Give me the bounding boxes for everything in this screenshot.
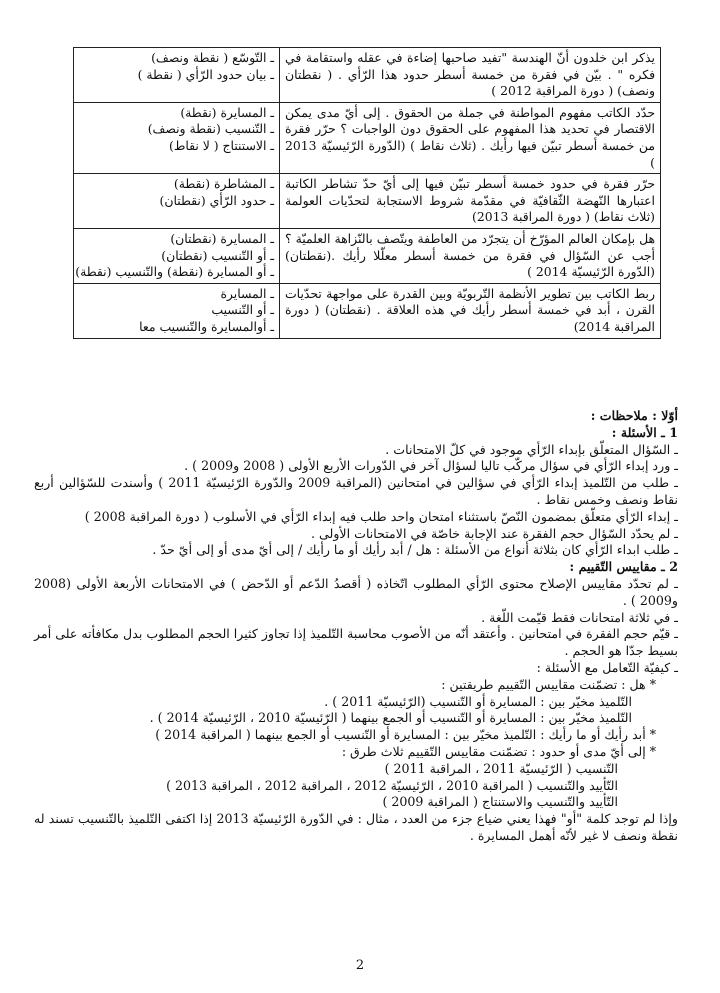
page-number: 2 <box>355 958 365 973</box>
question-cell: هل بإمكان العالم المؤرّخ أن يتجرّد من العاطفة ويتّصف بالنّزاهة العلميّة ؟ أجب عن السّؤال في فقرة من خمسة أسطر معلّلا رأيك .(نقطتان) (الدّورة الرّئيسيّة 2014 ) <box>280 228 661 283</box>
table-row <box>74 48 661 103</box>
notes-heading: أوّلا : ملاحظات : <box>590 408 678 423</box>
questions-table <box>73 47 661 339</box>
question-cell: حرّر فقرة في حدود خمسة أسطر تبيّن فيها إلى أيّ حدّ تشاطر الكاتبة اعتبارها النّهضة الثّقافيّة في مقدّمة شروط الاستجابة لتحدّيات العولمة (ثلاث نقاط) ( دورة المراقبة 2013) <box>280 174 661 229</box>
final-note: وإذا لم توجد كلمة "أو" فهذا يعني ضياع جزء من العدد ، مثال : في الدّورة الرّئيسيّة 2013 إذا اكتفى التّلميذ بالتّنسيب تسند له نقطة ونصف لا غير لأنّه أهمل المسايرة . <box>34 811 678 843</box>
criterion: ـ المسايرة (نقطة) <box>180 104 274 120</box>
criterion: ـ التّنسيب (نقطة ونصف) <box>147 121 274 137</box>
table-row <box>74 228 661 283</box>
note-line: ـ طلب ابداء الرّأي كان بثلاثة أنواع من الأسئلة : هل / أبد رأيك أو ما رأيك / إلى أيّ مدى أو إلى أيّ حدّ . <box>152 542 678 558</box>
method-abd: * أبد رأيك أو ما رأيك : التّلميذ مخيّر بين : المسايرة أو التّنسيب أو الجمع بينهما ( المراقبة 2014 ) <box>155 727 656 743</box>
note-line: ـ لم يحدّد السّؤال حجم الفقرة عند الإجابة خاصّة في الامتحانات الأولى . <box>310 525 678 541</box>
criterion: ـ أو المسايرة (نقطة) والتّنسيب (نقطة) <box>75 264 274 280</box>
method-hal: * هل : تضمّنت مقاييس التّقييم طريقتين : <box>441 676 656 692</box>
method-sub-line: التّنسيب ( الرّئيسيّة 2011 ، المراقبة 2011 ) <box>384 760 618 776</box>
criteria-cell <box>74 174 280 229</box>
criteria-cell <box>74 48 280 103</box>
note-line: ـ في ثلاثة امتحانات فقط قيّمت اللّغة . <box>481 609 678 625</box>
question-cell: ربط الكاتب بين تطوير الأنظمة التّربويّة وبين القدرة على مواجهة تحدّيات القرن ، أبد في خمسة أسطر رأيك في هذه العلاقة . (نقطتان) ( دورة المراقبة 2014) <box>280 283 661 338</box>
criterion: ـ المشاطرة (نقطة) <box>173 176 274 192</box>
criterion: ـ المسايرة (نقطتان) <box>170 230 274 246</box>
criteria-cell <box>74 228 280 283</box>
question-cell: حدّد الكاتب مفهوم المواطنة في جملة من الحقوق . إلى أيّ مدى يمكن الاقتصار في تحديد هذا المفهوم على الحقوق دون الواجبات ؟ حرّر فقرة من خمسة أسطر تبيّن فيها رأيك . (ثلاث نقاط ) (الدّورة الرّئيسيّة 2013 ) <box>280 102 661 173</box>
criterion: ـ المسايرة <box>220 285 274 301</box>
note-line: ـ لم تحدّد مقاييس الإصلاح محتوى الرّأي المطلوب اتّخاذه ( أقصدُ الدّعم أو الدّحض ) في الامتحانات الأربعة الأولى (2008 و2009 ) . <box>34 575 678 608</box>
method-sub-line: التّأييد والتّنسيب والاستنتاج ( المراقبة 2009 ) <box>382 794 618 810</box>
note-line: ـ كيفيّة التّعامل مع الأسئلة : <box>536 659 678 675</box>
criteria-cell <box>74 102 280 173</box>
method-sub-line: التّأييد والتّنسيب ( المراقبة 2010 ، الرّئيسيّة 2012 ، المراقبة 2012 ، المراقبة 2013 ) <box>166 777 618 793</box>
table-row <box>74 102 661 173</box>
criteria-cell <box>74 283 280 338</box>
criterion: ـ حدود الرّأي (نقطتان) <box>159 192 274 208</box>
method-sub-line: التّلميذ مخيّر بين : المسايرة أو التّنسيب أو الجمع بينهما ( الرّئيسيّة 2010 ، الرّئيسيّة 2014 ) . <box>149 710 632 726</box>
note-line: ـ السّؤال المتعلّق بإبداء الرّأي موجود في كلّ الامتحانات . <box>385 441 678 457</box>
method-ila: * إلى أيّ مدى أو حدود : تضمّنت مقاييس التّقييم ثلاث طرق : <box>341 743 656 759</box>
note-line: ـ طلب من التّلميذ إبداء الرّأي في سؤالين في امتحانين (المراقبة 2009 والدّورة الرّئيسيّة 2011 ) وأسندت للسّؤالين أربع نقاط ونصف وخمس نقاط . <box>34 475 678 507</box>
criteria-subheading: 2 ـ مقاييس التّقييم : <box>569 559 678 575</box>
table-row <box>74 283 661 338</box>
notes-section <box>34 408 678 845</box>
note-line: ـ إبداء الرّأي متعلّق بمضمون النّصّ باستثناء امتحان واحد طلب فيه إبداء الرّأي في الأسلوب ( دورة المراقبة 2008 ) <box>84 508 678 524</box>
criterion: ـ أو التّنسيب <box>211 302 274 318</box>
criterion: ـ أوالمسايرة والتّنسيب معا <box>139 318 274 334</box>
table-row <box>74 174 661 229</box>
criterion: ـ أو التّنسيب (نقطتان) <box>161 247 274 263</box>
criterion: ـ الاستنتاج ( لا نقاط) <box>169 137 274 153</box>
note-line: ـ قيّم حجم الفقرة في امتحانين . وأعتقد أنّه من الأصوب محاسبة التّلميذ إذا تجاوز كثيرا الحجم المطلوب بدل مكافأته على أمر بسيط جدّا هو الحجم . <box>34 626 678 659</box>
questions-subheading: 1 ـ الأسئلة : <box>611 424 678 440</box>
criterion: ـ بيان حدود الرّأي ( نقطة ) <box>137 66 274 82</box>
criterion: ـ التّوسّع ( نقطة ونصف) <box>151 50 274 65</box>
question-cell: يذكر ابن خلدون أنّ الهندسة "تفيد صاحبها إضاءة في عقله واستقامة في فكره " . بيّن في فقرة من خمسة أسطر حدود هذا الرّأي . ( نقطتان ونصف) ( دورة المراقبة 2012 ) <box>280 48 661 103</box>
method-sub-line: التّلميذ مخيّر بين : المسايرة أو التّنسيب (الرّئيسيّة 2011 ) . <box>324 693 632 709</box>
note-line: ـ ورد إبداء الرّأي في سؤال مركّب تاليا لسؤال آخر في الدّورات الأربع الأولى ( 2008 و2009 ) . <box>184 458 678 474</box>
